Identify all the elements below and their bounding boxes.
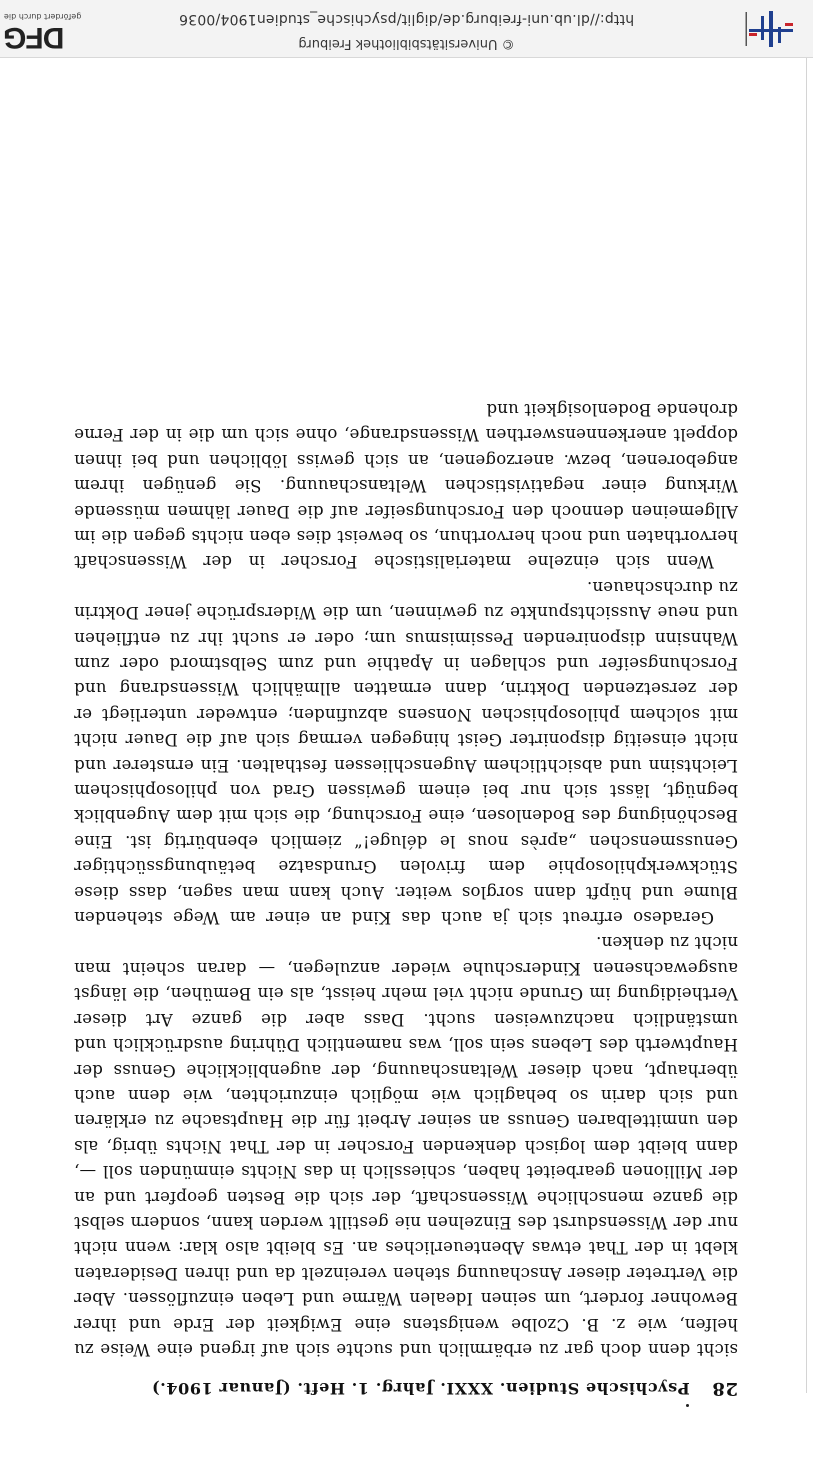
paragraph-2: Geradeso erfreut sich ja auch das Kind an einer am Wege stehenden Blume und hüpft dann sorglos weiter. Auch kann man sagen, dass diese Stückwerkphilosophie dem frivolen Grundsatze betäubungssüchtiger Genussmenschen „après nous le déluge!“ ziemlich ebenbürtig ist. Eine Beschönigung des Bodenlosen, eine Forschung, die sich mit dem Augenblick begnügt, lässt sich nur bei einem gewissen Grad von philosophischem Leichtsinn und absichtlichem Augenschliessen festhalten. Ein ernsterer und nicht einseitig disponirter Geist hingegen vermag sich auf die Dauer nicht mit solchem philosophischen Nonsens abzufinden; entweder unterliegt er der zersetzenden Doktrin, dann ermatten allmählich Wissensdrang und Forschungseifer und schlagen in Apathie und zum Selbstmord oder zum Wahnsinn disponirenden Pessimismus um; oder er sucht ihr zu entfliehen und neue Aussichtspunkte zu gewinnen, um die Widersprüche jener Doktrin zu durchschauen. [74,577,738,928]
running-header [74,1378,738,1399]
body-text [74,397,738,1362]
paragraph-1: sicht denn doch gar zu erbärmlich und suchte sich auf irgend eine Weise zu helfen, wie z. B. Czolbe wenigstens eine Ewigkeit der Erde und ihrer Bewohner fordert, um seinen Idealen Wärme und Leben einzuflössen. Aber die Vertreter dieser Anschauung stehen vereinzelt da und ihren Desideraten klebt in der That etwas Abenteuerliches an. Es bleibt also klar: wenn nicht nur der Wissensdurst des Einzelnen nie gestillt werden kann, sondern selbst die ganze menschliche Wissenschaft, der sich die Besten geopfert und an der Millionen gearbeitet haben, schiesslich in das Nichts einmünden soll —, dann bleibt dem logisch denkenden Forscher in der That Nichts übrig, als den unmittelbaren Genuss an seiner Arbeit für die Hauptsache zu erklären und sich darin so behaglich wie möglich einzurichten, wie denn auch überhaupt, nach dieser Weltanschauung, der augenblickliche Genuss der Hauptwerth des Lebens sein soll, was namentlich Dühring ausdrücklich und umständlich nachzuweisen sucht. Dass aber die ganze Art dieser Vertheidigung im Grunde nicht viel mehr heisst, als ein Bemühen, die längst ausgewachsenen Kinderschuhe wieder anzulegen, — daran scheint man nicht zu denken. [74,933,738,1359]
dfg-subtitle: gefördert durch die [4,12,82,21]
book-page [74,397,738,1399]
scan-speck [686,1404,689,1407]
copyright-notice: © Universitätsbibliothek Freiburg [298,36,515,51]
dfg-mark: DFG [4,21,65,54]
scan-edge-line [806,0,807,1393]
permalink-url[interactable]: http://dl.ub.uni-freiburg.de/diglit/psychische_studien1904/0036 [178,11,635,27]
page-number: 28 [711,1378,738,1399]
paragraph-3: Wenn sich einzelne materialistische Forscher in der Wissenschaft hervorthaten und noch hervorthun, so beweist dies eben nichts gegen die im Allgemeinen dennoch den Forschungseifer auf die Dauer lähmen müssende Wirkung einer negativistischen Weltanschauung. Sie genügen ihrem angeborenen, bezw. anerzogenen, an sich gewiss löblichen und bei ihnen doppelt anerkennenswerthen Wissensdrange, ohne sich um die in der Ferne drohende Bodenlosigkeit und [74,399,738,572]
library-footer-bar [0,0,813,58]
dfg-logo[interactable] [4,5,94,53]
running-title: Psychische Studien. XXXI. Jahrg. 1. Heft. (Januar 1904.) [151,1379,690,1398]
